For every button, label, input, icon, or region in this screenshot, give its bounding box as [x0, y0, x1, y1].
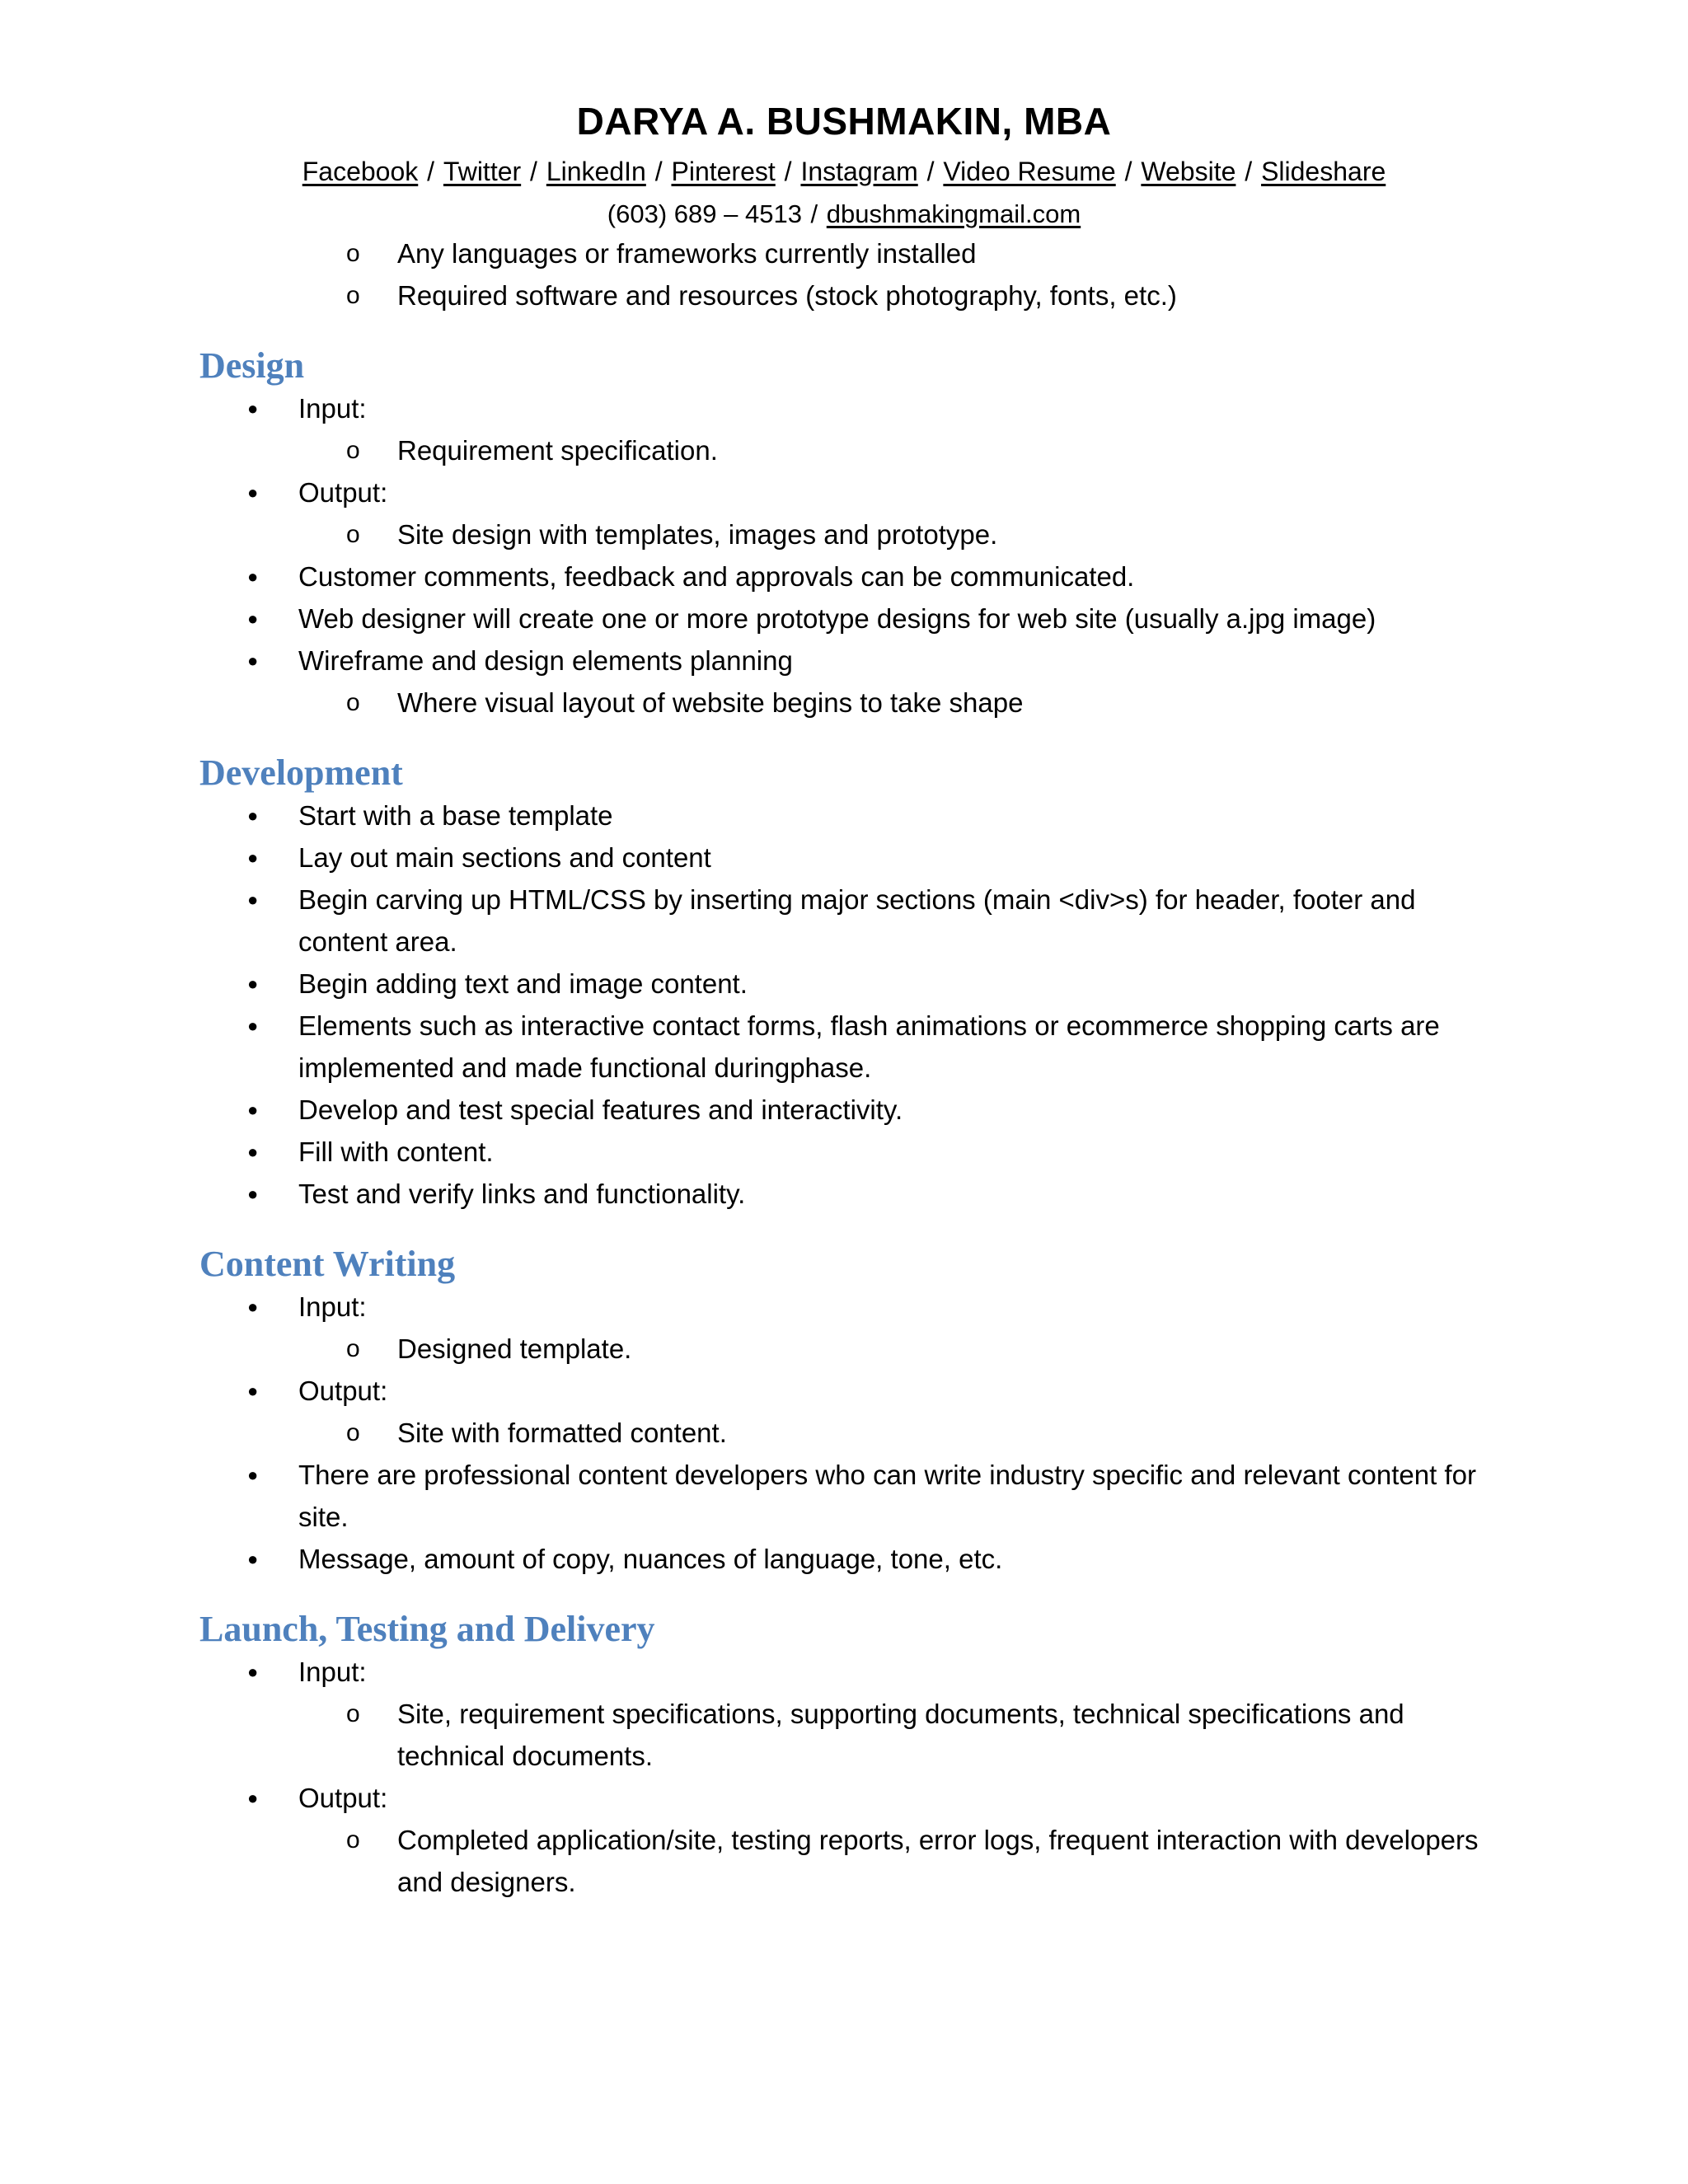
link-facebook[interactable]: Facebook [302, 157, 419, 186]
list-item [0, 1454, 1688, 1538]
item-text: Message, amount of copy, nuances of language, tone, etc. [298, 1544, 1003, 1574]
item-text: Completed application/site, testing reports, error logs, frequent interaction with developers and designers. [397, 1825, 1479, 1897]
item-text: Required software and resources (stock photography, fonts, etc.) [397, 280, 1177, 311]
list-item [0, 1173, 1688, 1215]
list-item [0, 879, 1688, 963]
circle-bullet-icon: o [346, 1335, 360, 1362]
link-website[interactable]: Website [1141, 157, 1236, 186]
item-text: Develop and test special features and interactivity. [298, 1094, 903, 1125]
contact-line [0, 198, 1688, 231]
item-text: Customer comments, feedback and approvals can be communicated. [298, 561, 1135, 592]
list-item [0, 1693, 1688, 1777]
list-item [0, 555, 1688, 598]
list-item [0, 963, 1688, 1005]
bullet-icon: ● [247, 847, 259, 868]
item-text: Requirement specification. [397, 435, 718, 466]
item-text: Begin carving up HTML/CSS by inserting major sections (main <div>s) for header, footer and content area. [298, 884, 1416, 957]
list-item [0, 1131, 1688, 1173]
list-item [0, 387, 1688, 429]
item-text: Elements such as interactive contact forms, flash animations or ecommerce shopping carts are implemented and made functional duringphase. [298, 1010, 1440, 1083]
list-item [0, 1370, 1688, 1412]
bullet-icon: ● [247, 1099, 259, 1120]
bullet-icon: ● [247, 482, 259, 503]
bullet-icon: ● [247, 973, 259, 994]
item-text: Fill with content. [298, 1137, 494, 1167]
item-text: Input: [298, 1657, 367, 1687]
link-twitter[interactable]: Twitter [443, 157, 522, 186]
bullet-icon: ● [247, 1380, 259, 1401]
link-separator: / [523, 157, 545, 186]
resume-header [0, 97, 1688, 231]
link-separator: / [919, 157, 942, 186]
resume-body [0, 232, 1688, 1903]
item-text: Where visual layout of website begins to take shape [397, 687, 1024, 718]
bullet-icon: ● [247, 805, 259, 826]
item-text: Test and verify links and functionality. [298, 1179, 746, 1209]
link-separator: / [1237, 157, 1260, 186]
item-text: Input: [298, 393, 367, 424]
list-item [0, 1328, 1688, 1370]
bullet-icon: ● [247, 566, 259, 587]
link-video-resume[interactable]: Video Resume [943, 157, 1116, 186]
spacer [0, 724, 1688, 752]
list-item [0, 1538, 1688, 1580]
item-text: There are professional content developers who can write industry specific and relevant content for site. [298, 1460, 1476, 1532]
bullet-icon: ● [247, 1788, 259, 1808]
spacer [0, 1580, 1688, 1608]
bullet-icon: ● [247, 608, 259, 629]
circle-bullet-icon: o [346, 1826, 360, 1854]
phone-number: (603) 689 – 4513 [607, 199, 802, 228]
social-links [0, 155, 1688, 188]
item-text: Output: [298, 477, 388, 508]
item-text: Begin adding text and image content. [298, 968, 748, 999]
bullet-icon: ● [247, 398, 259, 419]
content-writing-list [0, 1286, 1688, 1580]
contact-separator: / [803, 199, 825, 228]
bullet-icon: ● [247, 650, 259, 671]
circle-bullet-icon: o [346, 1419, 360, 1446]
spacer [0, 1215, 1688, 1243]
bullet-icon: ● [247, 1015, 259, 1036]
bullet-icon: ● [247, 1549, 259, 1569]
bullet-icon: ● [247, 1141, 259, 1162]
item-text: Wireframe and design elements planning [298, 645, 793, 676]
intro-list [0, 232, 1688, 316]
list-item [0, 1819, 1688, 1903]
list-item [0, 232, 1688, 274]
list-item [0, 471, 1688, 513]
candidate-name: DARYA A. BUSHMAKIN, MBA [576, 100, 1112, 143]
list-item [0, 837, 1688, 879]
list-item [0, 274, 1688, 316]
link-linkedin[interactable]: LinkedIn [546, 157, 646, 186]
circle-bullet-icon: o [346, 282, 360, 309]
list-item [0, 794, 1688, 837]
circle-bullet-icon: o [346, 521, 360, 548]
item-text: Site with formatted content. [397, 1418, 727, 1448]
item-text: Web designer will create one or more prototype designs for web site (usually a.jpg image) [298, 603, 1376, 634]
list-item [0, 682, 1688, 724]
development-list [0, 794, 1688, 1215]
link-separator: / [647, 157, 670, 186]
item-text: Site, requirement specifications, supporting documents, technical specifications and technical documents. [397, 1699, 1404, 1771]
item-text: Start with a base template [298, 800, 613, 831]
circle-bullet-icon: o [346, 1700, 360, 1727]
launch-list [0, 1651, 1688, 1903]
list-item [0, 598, 1688, 640]
list-item [0, 1412, 1688, 1454]
bullet-icon: ● [247, 889, 259, 910]
bullet-icon: ● [247, 1296, 259, 1317]
list-item [0, 640, 1688, 682]
link-instagram[interactable]: Instagram [800, 157, 918, 186]
section-heading-content-writing: Content Writing [199, 1244, 456, 1284]
item-text: Site design with templates, images and prototype. [397, 519, 998, 550]
section-heading-launch: Launch, Testing and Delivery [199, 1609, 655, 1649]
bullet-icon: ● [247, 1661, 259, 1682]
email-link[interactable]: dbushmakingmail.com [826, 199, 1081, 228]
link-slideshare[interactable]: Slideshare [1261, 157, 1386, 186]
item-text: Output: [298, 1376, 388, 1406]
spacer [0, 316, 1688, 344]
section-heading-design: Design [199, 345, 305, 386]
circle-bullet-icon: o [346, 437, 360, 464]
bullet-icon: ● [247, 1183, 259, 1204]
link-pinterest[interactable]: Pinterest [671, 157, 776, 186]
list-item [0, 1651, 1688, 1693]
circle-bullet-icon: o [346, 240, 360, 267]
list-item [0, 1089, 1688, 1131]
bullet-icon: ● [247, 1465, 259, 1485]
list-item [0, 513, 1688, 555]
design-list [0, 387, 1688, 724]
link-separator: / [420, 157, 442, 186]
item-text: Lay out main sections and content [298, 842, 711, 873]
item-text: Output: [298, 1783, 388, 1813]
item-text: Any languages or frameworks currently installed [397, 238, 977, 269]
item-text: Input: [298, 1291, 367, 1322]
link-separator: / [1117, 157, 1140, 186]
list-item [0, 1005, 1688, 1089]
list-item [0, 429, 1688, 471]
link-separator: / [776, 157, 799, 186]
list-item [0, 1777, 1688, 1819]
section-heading-development: Development [199, 752, 403, 793]
circle-bullet-icon: o [346, 689, 360, 716]
list-item [0, 1286, 1688, 1328]
item-text: Designed template. [397, 1333, 632, 1364]
